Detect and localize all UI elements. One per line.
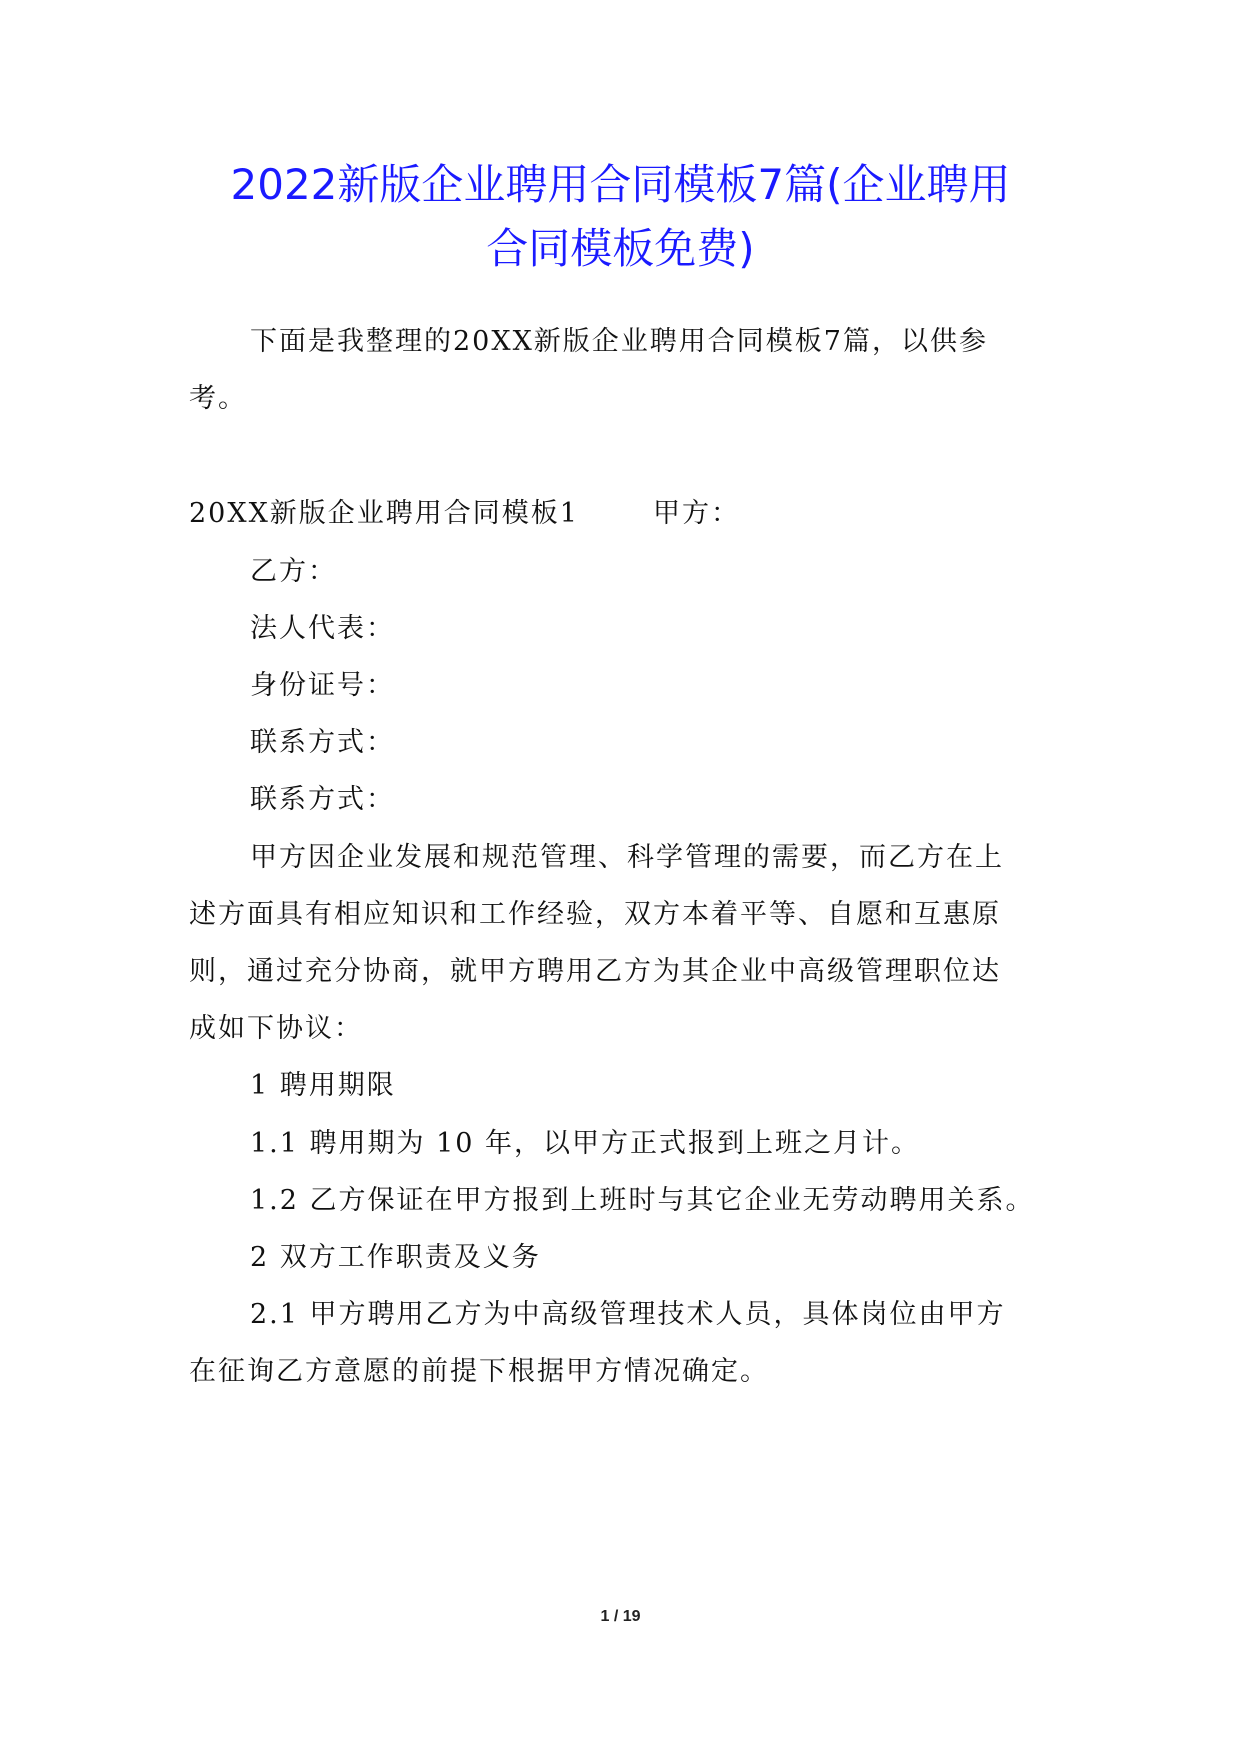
paragraph-line: 甲方因企业发展和规范管理、科学管理的需要，而乙方在上 (250, 842, 1004, 873)
contact-label: 联系方式： (250, 727, 395, 758)
section-heading: 20XX新版企业聘用合同模板1 (189, 498, 579, 529)
legal-rep-label: 法人代表： (250, 613, 395, 644)
clause-text: 1.2 乙方保证在甲方报到上班时与其它企业无劳动聘用关系。 (250, 1185, 1035, 1216)
party-a-label: 甲方： (653, 498, 740, 529)
clause-text: 1.1 聘用期为 10 年，以甲方正式报到上班之月计。 (250, 1128, 921, 1159)
intro-line-1: 下面是我整理的20XX新版企业聘用合同模板7篇，以供参 (250, 326, 988, 357)
clause-heading: 1 聘用期限 (250, 1070, 396, 1101)
intro-line-2: 考。 (189, 383, 247, 414)
paragraph-line: 则，通过充分协商，就甲方聘用乙方为其企业中高级管理职位达 (189, 956, 1001, 987)
paragraph-line: 述方面具有相应知识和工作经验，双方本着平等、自愿和互惠原 (189, 899, 1001, 930)
page-number: 1 / 19 (600, 1608, 641, 1625)
paragraph-line: 成如下协议： (189, 1013, 363, 1044)
clause-heading: 2 双方工作职责及义务 (250, 1242, 541, 1273)
document-title-line-2: 合同模板免费) (486, 224, 755, 273)
clause-text: 在征询乙方意愿的前提下根据甲方情况确定。 (189, 1356, 769, 1387)
party-b-label: 乙方： (250, 556, 337, 587)
clause-text: 2.1 甲方聘用乙方为中高级管理技术人员，具体岗位由甲方 (250, 1299, 1006, 1330)
contact-label: 联系方式： (250, 784, 395, 815)
document-title-line-1: 2022新版企业聘用合同模板7篇(企业聘用 (230, 160, 1011, 209)
id-number-label: 身份证号： (250, 670, 395, 701)
